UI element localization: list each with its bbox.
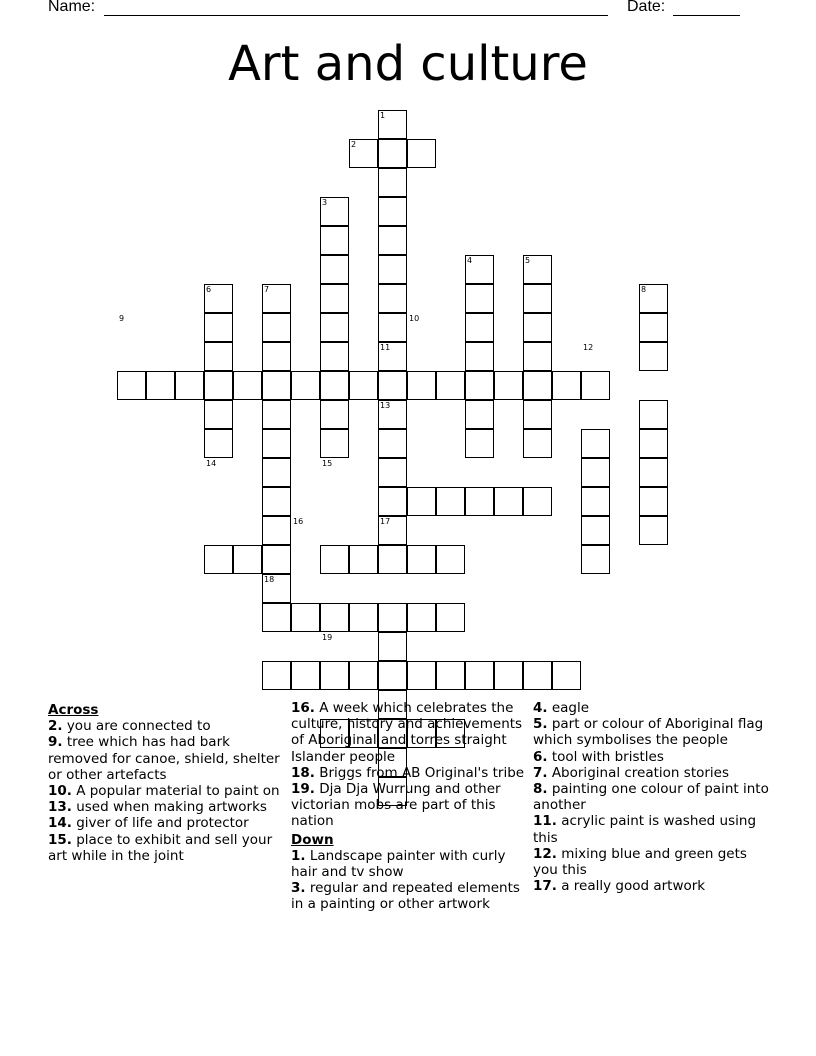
clue-number: 14 — [206, 459, 217, 468]
clue-item — [48, 815, 280, 831]
grid-cell[interactable] — [262, 429, 291, 458]
grid-cell[interactable] — [581, 371, 610, 400]
grid-cell[interactable] — [378, 255, 407, 284]
grid-cell[interactable] — [581, 516, 610, 545]
grid-cell[interactable] — [378, 371, 407, 400]
grid-cell[interactable] — [320, 371, 349, 400]
clue-item — [291, 848, 525, 880]
clue-item-text: Briggs from AB Original's tribe — [314, 764, 525, 781]
clue-item — [48, 734, 280, 783]
grid-cell[interactable] — [436, 661, 465, 690]
clue-number: 15 — [322, 459, 333, 468]
grid-cell[interactable] — [378, 168, 407, 197]
clue-item — [291, 880, 525, 912]
clue-item — [533, 878, 773, 894]
grid-cell[interactable] — [291, 371, 320, 400]
grid-cell[interactable] — [581, 487, 610, 516]
clues-column-2 — [291, 700, 525, 913]
grid-cell[interactable] — [262, 371, 291, 400]
grid-cell[interactable] — [465, 487, 494, 516]
clue-item-number: 11. — [533, 813, 557, 830]
grid-cell[interactable] — [639, 400, 668, 429]
clue-item-number: 6. — [533, 748, 548, 765]
clue-item — [533, 813, 773, 845]
clue-item-text: tool with bristles — [547, 748, 664, 765]
grid-cell[interactable] — [204, 429, 233, 458]
clue-number: 12 — [583, 343, 594, 352]
clue-number: 7 — [264, 285, 270, 294]
grid-cell[interactable] — [581, 545, 610, 574]
clue-item — [48, 783, 280, 799]
grid-cell[interactable] — [407, 371, 436, 400]
clue-item — [48, 718, 280, 734]
grid-cell[interactable] — [349, 603, 378, 632]
clue-number: 17 — [380, 517, 391, 526]
grid-cell[interactable] — [175, 371, 204, 400]
grid-cell[interactable] — [378, 284, 407, 313]
clue-item-text: tree which has had bark removed for canoe, shield, shelter or other artefacts — [48, 734, 280, 783]
grid-cell[interactable] — [639, 458, 668, 487]
clues-heading: Down — [291, 831, 334, 848]
grid-cell[interactable] — [378, 458, 407, 487]
clue-item-number: 9. — [48, 734, 63, 751]
clue-item — [291, 781, 525, 830]
clue-item-text: regular and repeated elements in a painting or other artwork — [291, 880, 520, 913]
grid-cell[interactable] — [262, 342, 291, 371]
clue-item — [533, 700, 773, 716]
clue-item-text: a really good artwork — [556, 878, 706, 895]
grid-cell[interactable] — [146, 371, 175, 400]
clue-item — [291, 765, 525, 781]
clue-item-text: Aboriginal creation stories — [547, 764, 730, 781]
grid-cell[interactable] — [581, 429, 610, 458]
clue-item-number: 3. — [291, 880, 306, 897]
clue-number: 5 — [525, 256, 531, 265]
clue-item — [291, 700, 525, 765]
clue-number: 4 — [467, 256, 473, 265]
grid-cell[interactable] — [407, 487, 436, 516]
grid-cell[interactable] — [465, 400, 494, 429]
grid-cell[interactable] — [465, 371, 494, 400]
clue-item — [533, 846, 773, 878]
clue-number: 16 — [293, 517, 304, 526]
clue-item-number: 18. — [291, 764, 315, 781]
clues-column-3 — [533, 700, 773, 894]
grid-cell[interactable] — [320, 342, 349, 371]
clue-item — [533, 749, 773, 765]
grid-cell[interactable] — [523, 342, 552, 371]
grid-cell[interactable] — [262, 458, 291, 487]
grid-cell[interactable] — [378, 545, 407, 574]
clue-item-number: 15. — [48, 831, 72, 848]
clue-number: 19 — [322, 633, 333, 642]
grid-cell[interactable] — [378, 139, 407, 168]
grid-cell[interactable] — [378, 661, 407, 690]
grid-cell[interactable] — [436, 603, 465, 632]
grid-cell[interactable] — [436, 371, 465, 400]
grid-cell[interactable] — [465, 342, 494, 371]
grid-cell[interactable] — [320, 661, 349, 690]
clue-item-text: you are connected to — [62, 718, 211, 735]
grid-cell[interactable] — [407, 545, 436, 574]
grid-cell[interactable] — [465, 429, 494, 458]
grid-cell[interactable] — [523, 284, 552, 313]
grid-cell[interactable] — [523, 371, 552, 400]
clue-item-text: acrylic paint is washed using this — [533, 813, 757, 846]
grid-cell[interactable] — [262, 603, 291, 632]
clue-item-text: eagle — [547, 700, 590, 716]
clues-column-1 — [48, 700, 280, 864]
grid-cell[interactable] — [378, 313, 407, 342]
clue-item-number: 16. — [291, 700, 315, 716]
grid-cell[interactable] — [349, 661, 378, 690]
grid-cell[interactable] — [523, 487, 552, 516]
clue-item-number: 12. — [533, 845, 557, 862]
grid-cell[interactable] — [407, 139, 436, 168]
name-label: Name: — [48, 0, 96, 15]
grid-cell[interactable] — [320, 226, 349, 255]
grid-cell[interactable] — [465, 661, 494, 690]
grid-cell[interactable] — [407, 603, 436, 632]
grid-cell[interactable] — [639, 516, 668, 545]
clue-item-number: 8. — [533, 781, 548, 798]
grid-cell[interactable] — [378, 429, 407, 458]
grid-cell[interactable] — [436, 487, 465, 516]
clue-number: 8 — [641, 285, 647, 294]
clue-item-text: Dja Dja Wurrung and other victorian mobs are part of this nation — [291, 781, 501, 830]
clue-item-number: 17. — [533, 878, 557, 895]
grid-cell[interactable] — [523, 429, 552, 458]
grid-cell[interactable] — [494, 371, 523, 400]
grid-cell[interactable] — [320, 313, 349, 342]
grid-cell[interactable] — [204, 400, 233, 429]
date-label: Date: — [627, 0, 666, 15]
clue-number: 10 — [409, 314, 420, 323]
clue-item-number: 10. — [48, 783, 72, 800]
grid-cell[interactable] — [262, 516, 291, 545]
grid-cell[interactable] — [262, 313, 291, 342]
clue-number: 3 — [322, 198, 328, 207]
grid-cell[interactable] — [378, 487, 407, 516]
clue-item-text: Landscape painter with curly hair and tv show — [291, 847, 506, 881]
grid-cell[interactable] — [378, 226, 407, 255]
grid-cell[interactable] — [320, 603, 349, 632]
grid-cell[interactable] — [378, 632, 407, 661]
clue-item — [48, 832, 280, 864]
grid-cell[interactable] — [639, 313, 668, 342]
grid-cell[interactable] — [320, 545, 349, 574]
clue-item — [533, 765, 773, 781]
clue-item-text: mixing blue and green gets you this — [533, 845, 747, 879]
grid-cell[interactable] — [436, 545, 465, 574]
grid-cell[interactable] — [262, 545, 291, 574]
grid-cell[interactable] — [349, 545, 378, 574]
grid-cell[interactable] — [320, 400, 349, 429]
clue-item-number: 7. — [533, 764, 548, 781]
clues-heading: Across — [48, 702, 99, 718]
grid-cell[interactable] — [378, 603, 407, 632]
clue-number: 9 — [119, 314, 125, 323]
clue-item-number: 4. — [533, 700, 548, 716]
clue-item-number: 2. — [48, 718, 63, 735]
grid-cell[interactable] — [291, 661, 320, 690]
clue-item-number: 14. — [48, 815, 72, 832]
clue-number: 1 — [380, 111, 386, 120]
grid-cell[interactable] — [552, 371, 581, 400]
clue-item-text: A popular material to paint on — [71, 783, 280, 800]
clue-item — [48, 799, 280, 815]
clue-item-text: place to exhibit and sell your art while in the joint — [48, 831, 273, 864]
grid-cell[interactable] — [233, 545, 262, 574]
grid-cell[interactable] — [465, 313, 494, 342]
clue-number: 11 — [380, 343, 391, 352]
clue-number: 18 — [264, 575, 275, 584]
clue-item-text: used when making artworks — [71, 799, 267, 816]
grid-cell[interactable] — [262, 400, 291, 429]
grid-cell[interactable] — [204, 313, 233, 342]
clue-item-text: giver of life and protector — [71, 815, 249, 832]
clue-item — [533, 716, 773, 748]
grid-cell[interactable] — [494, 487, 523, 516]
grid-cell[interactable] — [291, 603, 320, 632]
grid-cell[interactable] — [494, 661, 523, 690]
grid-cell[interactable] — [204, 342, 233, 371]
clue-item-number: 5. — [533, 716, 548, 733]
clue-item — [533, 781, 773, 813]
grid-cell[interactable] — [639, 342, 668, 371]
clue-item-text: part or colour of Aboriginal flag which symbolises the people — [533, 716, 764, 749]
grid-cell[interactable] — [204, 545, 233, 574]
grid-cell[interactable] — [378, 197, 407, 226]
grid-cell[interactable] — [320, 429, 349, 458]
grid-cell[interactable] — [639, 429, 668, 458]
grid-cell[interactable] — [233, 371, 262, 400]
grid-cell[interactable] — [407, 661, 436, 690]
grid-cell[interactable] — [523, 400, 552, 429]
grid-cell[interactable] — [262, 487, 291, 516]
grid-cell[interactable] — [349, 371, 378, 400]
grid-cell[interactable] — [204, 371, 233, 400]
grid-cell[interactable] — [320, 284, 349, 313]
clue-item-number: 13. — [48, 799, 72, 816]
grid-cell[interactable] — [320, 255, 349, 284]
clue-item-number: 19. — [291, 781, 315, 798]
clue-number: 6 — [206, 285, 212, 294]
grid-cell[interactable] — [639, 487, 668, 516]
grid-cell[interactable] — [552, 661, 581, 690]
puzzle-title: Art and culture — [228, 36, 588, 92]
grid-cell[interactable] — [262, 661, 291, 690]
clue-number: 2 — [351, 140, 357, 149]
grid-cell[interactable] — [117, 371, 146, 400]
grid-cell[interactable] — [465, 284, 494, 313]
clue-item-text: A week which celebrates the culture, history and achievements of Aboriginal and torres straight Islander people — [291, 700, 523, 765]
grid-cell[interactable] — [523, 313, 552, 342]
clue-item-number: 1. — [291, 847, 306, 864]
clue-item-text: painting one colour of paint into another — [533, 781, 769, 814]
grid-cell[interactable] — [523, 661, 552, 690]
clue-number: 13 — [380, 401, 391, 410]
grid-cell[interactable] — [581, 458, 610, 487]
